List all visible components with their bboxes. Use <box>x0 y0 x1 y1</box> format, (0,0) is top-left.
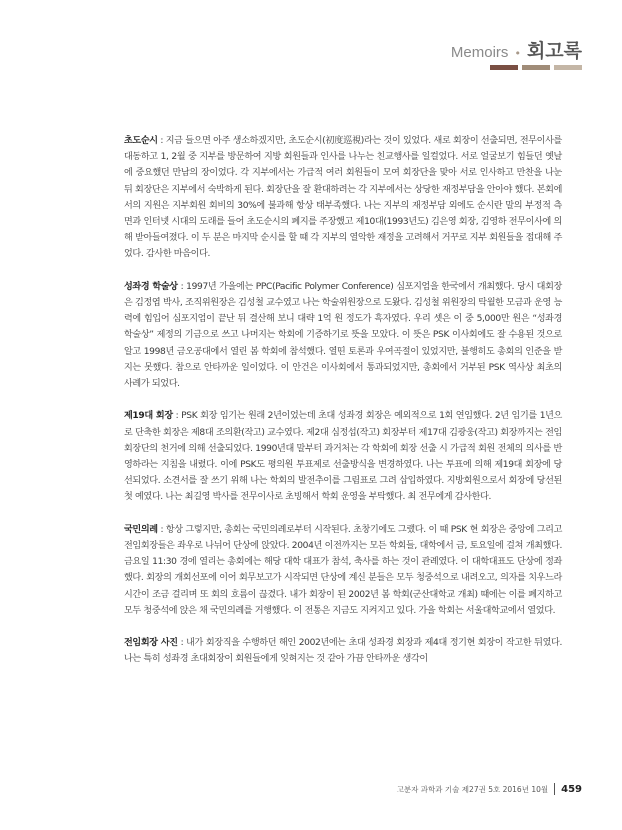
page-number: 459 <box>561 783 582 795</box>
title-separator-dot: • <box>514 47 521 60</box>
paragraph-chodo-sunsi <box>124 133 562 263</box>
section-header <box>451 36 582 63</box>
paragraph-text: : PSK 회장 임기는 원래 2년이었는데 초대 성좌경 회장은 예외적으로 1회 연임했다. 2년 임기를 1년으로 단축한 회장은 제8대 조의환(작고) 교수였다. 제2대 심정섭(작고) 회장부터 제17대 김광웅(작고) 회장까지는 전임회장단의 천거에 의해 선출되었다. 1990년대 말부터 과거처는 각 학회에 회장 선출 시 가급적 회원 전체의 의사를 반영하라는 지침을 내렸다. 이에 PSK도 평의원 투표제로 선출방식을 변경하였다. 나는 투표에 의해 제19대 회장에 당선되었다. 소견서를 잘 쓰기 위해 나는 학회의 발전추이를 그림표로 그려 삽입하였다. 지방회원으로서 회장에 당선된 첫 예였다. 나는 최길영 박사를 전무이사로 초빙해서 학회 운영을 부탁했다. 최 전무에게 감사한다. <box>124 411 562 503</box>
section-title-en: Memoirs <box>450 44 509 61</box>
paragraph-text: : 지금 들으면 아주 생소하겠지만, 초도순시(初度巡視)라는 것이 있었다. 새로 회장이 선출되면, 전무이사를 대동하고 1, 2월 중 지부를 방문하여 지방 회원들과 인사를 나누는 친교행사를 일컬었다. 서로 얼굴보기 힘들던 옛날에 중요했던 만남의 장이었다. 각 지부에서는 가급적 여러 회원들이 모여 회장단을 맞아 서로 인사하고 만찬을 나눈 뒤 회장단은 지부에서 숙박하게 된다. 회장단을 잘 환대하려는 각 지부에서는 상당한 재정부담을 안아야 했다. 본회에서의 지원은 지부회원 회비의 30%에 불과해 항상 태부족했다. 나는 지부의 재정부담 외에도 순시란 말의 부정적 측면과 인터넷 시대의 도래를 들어 초도순시의 폐지를 주장했고 제10대(1993년도) 김은영 회장, 김영하 전무이사에 의해 받아들여졌다. 이 두 분은 마지막 순시를 할 때 각 지부의 열악한 재정을 고려해서 거꾸로 지부 회원들을 접대해 주었다. 감사한 마음이다. <box>124 136 562 260</box>
section-title-kr: 회고록 <box>526 40 582 62</box>
paragraph-text: : 1997년 가을에는 PPC(Pacific Polymer Conference) 심포지엄을 한국에서 개최했다. 당시 대회장은 김정엽 박사, 조직위원장은 김성철 교수였고 나는 학술위원장으로 도왔다. 김성철 위원장의 탁월한 모금과 운영 능력에 힘입어 심포지엄이 끝난 뒤 결산해 보니 대략 1억 원 정도가 흑자였다. 우리 셋은 이 중 5,000만 원은 “성좌경 학술상” 제정의 기금으로 쓰고 나머지는 학회에 기증하기로 뜻을 모았다. 이 뜻은 PSK 이사회에도 잘 수용된 것으로 알고 1998년 금오공대에서 열린 봄 학회에 참석했다. 열띤 토론과 우여곡절이 있었지만, 불행히도 총회의 인준을 받지는 못했다. 참으로 안타까운 일이었다. 이 안건은 이사회에서 통과되었지만, 총회에서 거부된 PSK 역사상 최초의 사례가 되었다. <box>124 281 562 390</box>
paragraph-national-ceremony <box>124 522 562 619</box>
paragraph-award <box>124 279 562 392</box>
paragraph-former-president-photos <box>124 635 562 667</box>
paragraph-text: : 항상 그렇지만, 총회는 국민의례로부터 시작된다. 초창기에도 그랬다. 이 때 PSK 현 회장은 중앙에 그리고 전임회장들은 좌우로 나뉘어 단상에 앉았다. 2004년 이전까지는 모든 학회들, 대학에서 금, 토요일에 걸쳐 개최했다. 금요일 11:30 경에 열리는 총회에는 해당 대학 대표가 참석, 축사를 하는 것이 관례였다. 이 대학대표도 단상에 정좌했다. 회장의 개회선포에 이어 회무보고가 시작되면 단상에 계신 분들은 모두 청중석으로 내려오고, 의자를 치우느라 시간이 조금 걸리며 또 회의 흐름이 끊겼다. 내가 회장이 된 2002년 봄 학회(군산대학교 개최) 때에는 이를 폐지하고 모두 청중석에 앉은 채 국민의례를 거행했다. 이 전통은 지금도 지켜지고 있다. 가을 학회는 서울대학교에서 열었다. <box>124 524 562 616</box>
article-body <box>124 133 562 684</box>
paragraph-heading: 전임회장 사진 <box>124 638 178 649</box>
footer-divider <box>554 783 555 795</box>
page-footer <box>397 783 582 795</box>
paragraph-heading: 국민의례 <box>124 524 158 535</box>
header-color-bars <box>490 65 582 70</box>
paragraph-19th-president <box>124 408 562 505</box>
header-bar-1 <box>490 65 518 70</box>
paragraph-heading: 초도순시 <box>124 136 158 146</box>
paragraph-text: : 내가 회장직을 수행하던 해인 2002년에는 초대 성좌경 회장과 제4대 정기현 회장이 작고한 뒤였다. 나는 특히 성좌경 초대회장이 회원들에게 잊혀지는 것 같아 가끔 안타까운 생각이 <box>124 638 562 665</box>
header-bar-3 <box>554 65 582 70</box>
paragraph-heading: 성좌경 학술상 <box>124 281 178 292</box>
paragraph-heading: 제19대 회장 <box>124 411 173 422</box>
header-bar-2 <box>522 65 550 70</box>
journal-info: 고분자 과학과 기술 제27권 5호 2016년 10월 <box>396 784 549 794</box>
